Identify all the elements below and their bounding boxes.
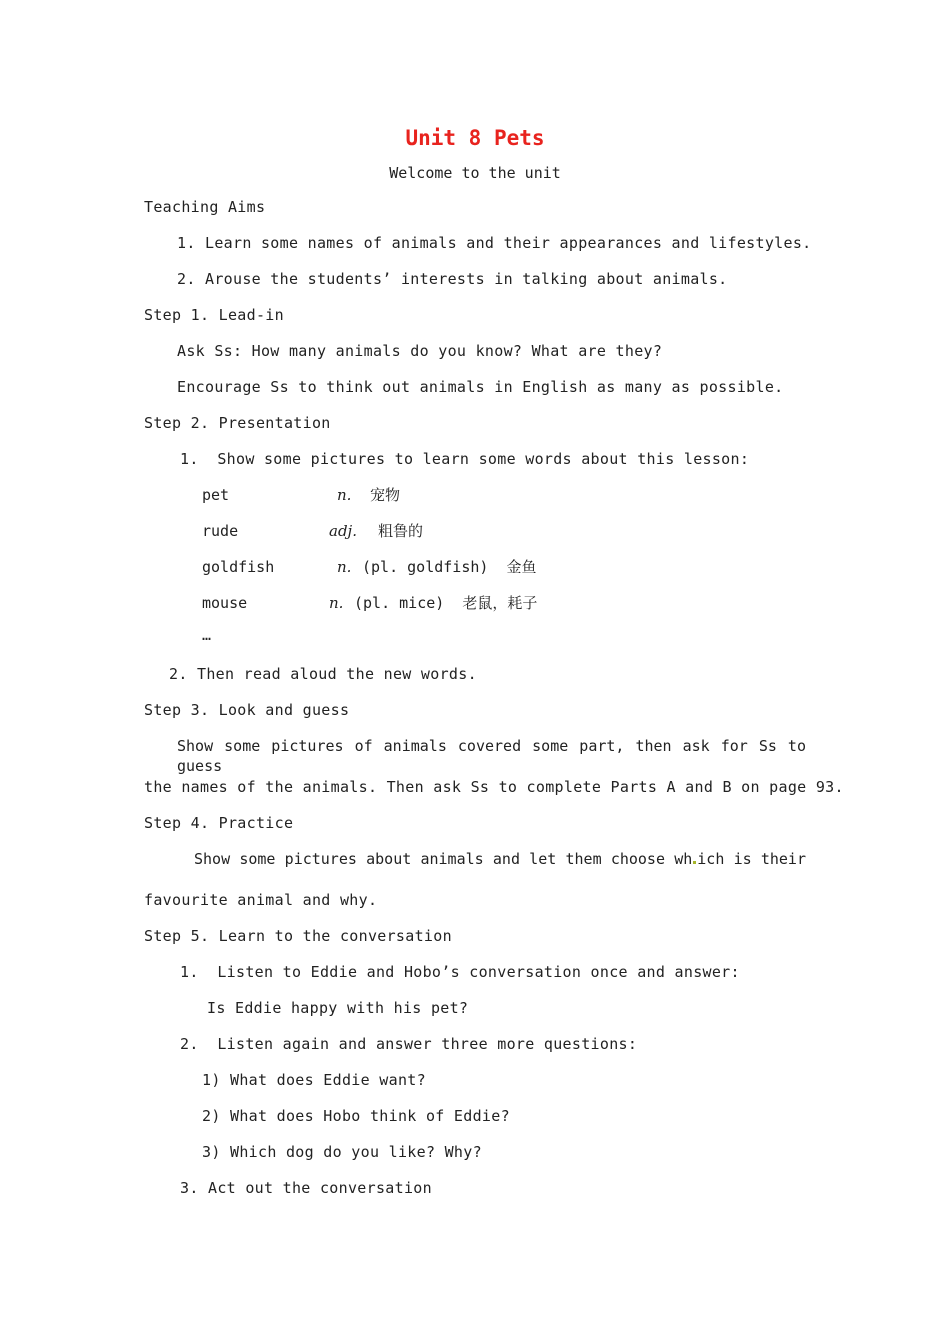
step1-heading: Step 1. Lead-in	[144, 306, 284, 324]
vocab-word: rude	[202, 522, 239, 540]
aims-heading: Teaching Aims	[144, 198, 266, 216]
vocab-pos: adj.	[329, 522, 357, 540]
aim-item-1: 1. Learn some names of animals and their appearances and lifestyles.	[177, 234, 812, 252]
step3-line-2: the names of the animals. Then ask Ss to complete Parts A and B on page 93.	[144, 778, 844, 796]
step4-line-1	[194, 849, 806, 869]
vocab-meaning: (pl. mice) 老鼠，耗子	[354, 594, 538, 612]
step2-heading: Step 2. Presentation	[144, 414, 331, 432]
stray-mark	[693, 861, 696, 864]
vocab-pos: n.	[329, 594, 344, 612]
step4-line-2: favourite animal and why.	[144, 891, 378, 909]
step5-item-2: 2. Listen again and answer three more questions:	[180, 1035, 638, 1053]
step3-heading: Step 3. Look and guess	[144, 701, 350, 719]
step4-line-1-part-a: Show some pictures about animals and let them choose wh	[194, 850, 693, 868]
step5-item-3: 3. Act out the conversation	[180, 1179, 432, 1197]
step5-item-1: 1. Listen to Eddie and Hobo’s conversation once and answer:	[180, 963, 740, 981]
vocab-word: goldfish	[202, 558, 275, 576]
vocab-meaning: 粗鲁的	[378, 522, 424, 540]
step1-line-2: Encourage Ss to think out animals in English as many as possible.	[177, 378, 784, 396]
page-title: Unit 8 Pets	[405, 126, 545, 150]
page-subtitle: Welcome to the unit	[389, 164, 561, 182]
step5-heading: Step 5. Learn to the conversation	[144, 927, 452, 945]
step1-line-1: Ask Ss: How many animals do you know? What are they?	[177, 342, 663, 360]
vocab-ellipsis: …	[202, 626, 212, 644]
step3-line-1: Show some pictures of animals covered some part, then ask for Ss to guess	[177, 737, 806, 775]
vocab-meaning: (pl. goldfish) 金鱼	[362, 558, 537, 576]
step5-question-1: 1) What does Eddie want?	[202, 1071, 426, 1089]
step5-question-3: 3) Which dog do you like? Why?	[202, 1143, 482, 1161]
step4-heading: Step 4. Practice	[144, 814, 294, 832]
vocab-pos: n.	[337, 486, 352, 504]
step2-item-2: 2. Then read aloud the new words.	[169, 665, 477, 683]
aim-item-2: 2. Arouse the students’ interests in talking about animals.	[177, 270, 728, 288]
step5-question-2: 2) What does Hobo think of Eddie?	[202, 1107, 510, 1125]
vocab-word: pet	[202, 486, 230, 504]
step2-item-1: 1. Show some pictures to learn some words about this lesson:	[180, 450, 750, 468]
vocab-meaning: 宠物	[370, 486, 401, 504]
vocab-word: mouse	[202, 594, 248, 612]
step5-item-1-question: Is Eddie happy with his pet?	[207, 999, 469, 1017]
vocab-pos: n.	[337, 558, 352, 576]
step4-line-1-part-b: ich is their	[697, 850, 806, 868]
